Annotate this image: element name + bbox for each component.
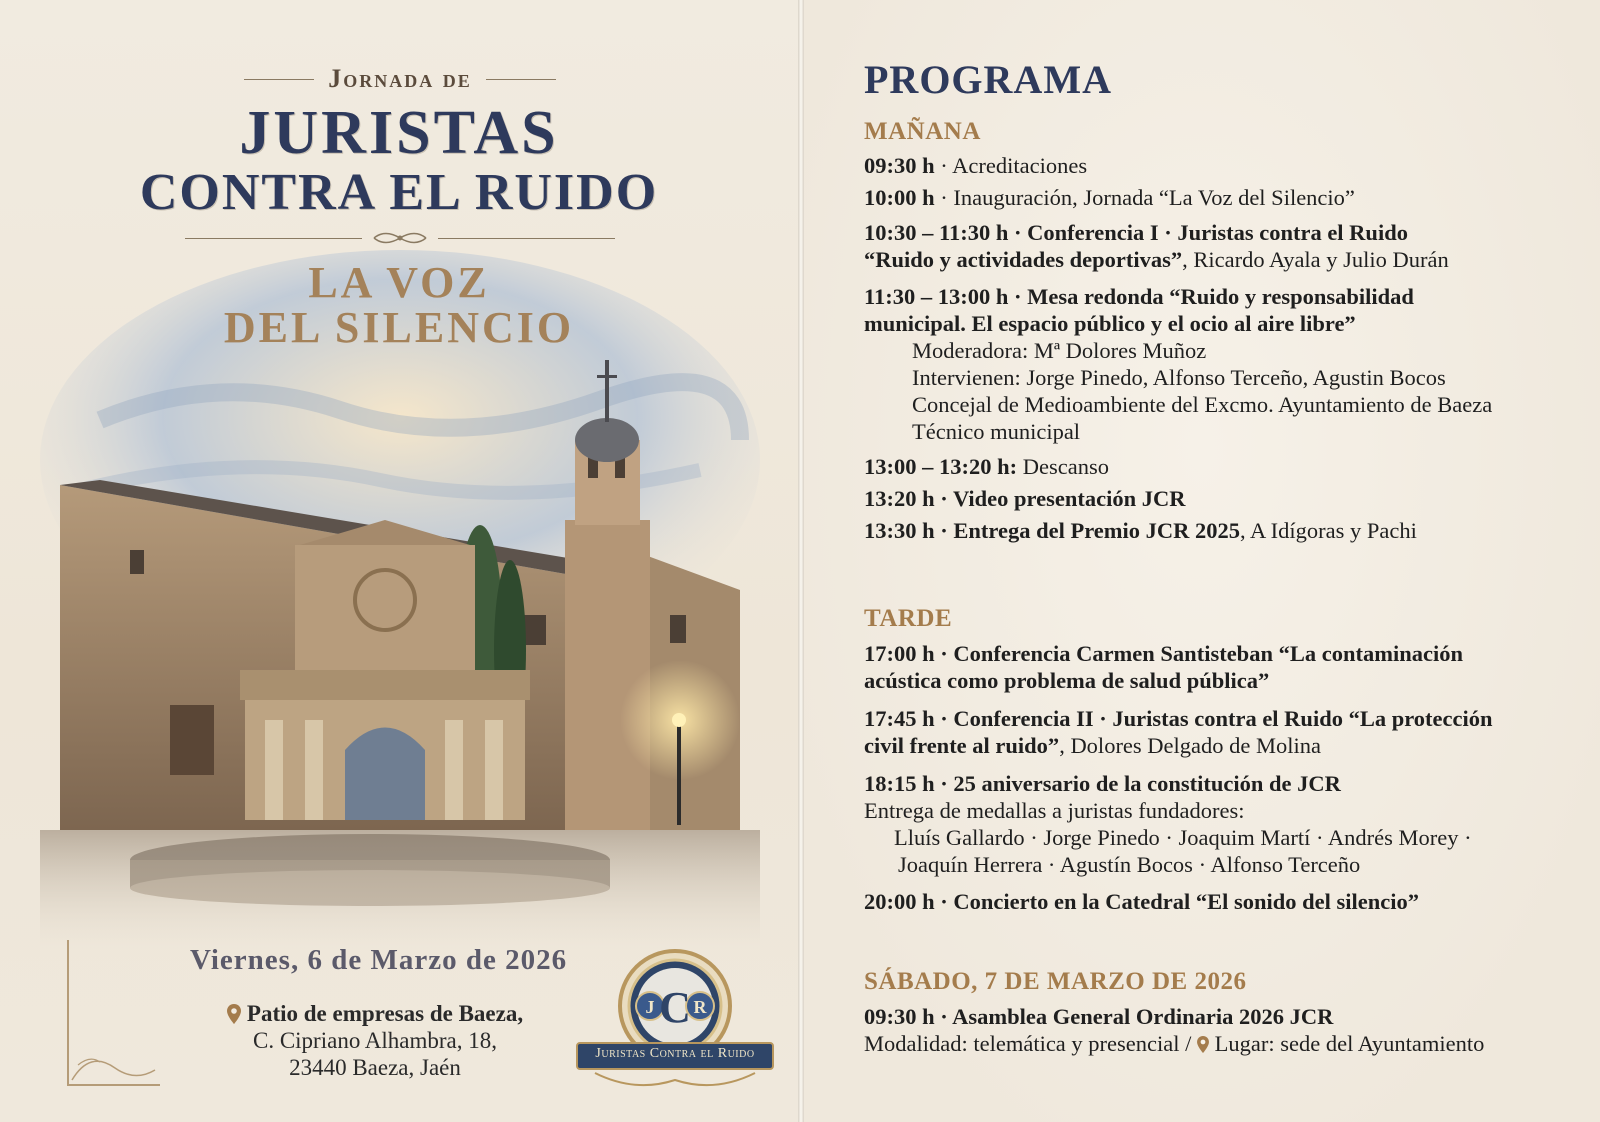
afternoon-heading: TARDE (864, 605, 953, 632)
item-time: 13:20 h (864, 486, 935, 511)
location-pin-icon (1197, 1036, 1209, 1053)
event-title-line1: JURISTAS (239, 99, 559, 167)
item-heading: 09:30 h · Asamblea General Ordinaria 2026 JCR (864, 1004, 1334, 1029)
svg-text:C: C (659, 983, 691, 1032)
saturday-item-1 (864, 1003, 1564, 1057)
item-talk-title: “Ruido y actividades deportivas” (864, 247, 1183, 272)
morning-item-1 (864, 152, 1564, 179)
ornament-line-right (438, 238, 615, 239)
program-panel (804, 0, 1600, 1122)
svg-text:J: J (645, 997, 655, 1017)
speaker-tecnico: Técnico municipal (912, 419, 1081, 444)
event-title-line2: CONTRA EL RUIDO (139, 164, 659, 221)
item-text: · Inauguración, Jornada “La Voz del Silencio” (934, 185, 1355, 210)
item-heading: 18:15 h · 25 aniversario de la constitución de JCR (864, 771, 1341, 796)
poster-panel (0, 0, 798, 1122)
item-heading: 20:00 h · Concierto en la Catedral “El sonido del silencio” (864, 889, 1419, 914)
kicker-row (200, 64, 600, 94)
location-pin-icon (227, 1004, 241, 1024)
event-subtitle-line1: LA VOZ (308, 258, 490, 307)
venue-city: 23440 Baeza, Jaén (289, 1055, 461, 1080)
afternoon-item-2 (864, 705, 1564, 759)
cathedral-fountain-illustration (40, 250, 760, 950)
morning-item-4 (864, 283, 1564, 445)
flourish-icon (370, 229, 430, 247)
kicker-line-left (244, 79, 314, 80)
item-text: · Video presentación JCR (934, 486, 1186, 511)
item-heading-cont: municipal. El espacio público y el ocio al aire libre” (864, 311, 1356, 336)
logo-band-text: Juristas Contra el Ruido (595, 1046, 755, 1061)
morning-item-2 (864, 184, 1564, 211)
afternoon-item-4 (864, 888, 1564, 915)
item-time: 09:30 h (864, 153, 935, 178)
speakers: Intervienen: Jorge Pinedo, Alfonso Terceño, Agustin Bocos (912, 365, 1446, 390)
item-text: Descanso (1017, 454, 1109, 479)
venue-name: Patio de empresas de Baeza, (246, 1001, 524, 1026)
item-heading: · Entrega del Premio JCR 2025 (934, 518, 1241, 543)
item-time: 10:00 h (864, 185, 935, 210)
program-title: PROGRAMA (864, 57, 1112, 102)
item-heading-cont: acústica como problema de salud pública” (864, 668, 1270, 693)
item-text: , A Idígoras y Pachi (1240, 518, 1417, 543)
afternoon-item-3 (864, 770, 1564, 878)
morning-item-6 (864, 485, 1564, 512)
kicker-line-right (486, 79, 556, 80)
corner-flourish-icon (60, 940, 170, 1090)
item-speakers: , Ricardo Ayala y Julio Durán (1182, 247, 1449, 272)
event-subtitle-line2: DEL SILENCIO (223, 303, 575, 352)
item-text: Entrega de medallas a juristas fundadores: (864, 798, 1245, 823)
item-place: Lugar: sede del Ayuntamiento (1209, 1031, 1485, 1056)
founders-line-2: Joaquín Herrera · Agustín Bocos · Alfonso Terceño (898, 852, 1361, 877)
venue-name-row (210, 1000, 540, 1027)
event-date: Viernes, 6 de Marzo de 2026 (190, 944, 568, 976)
item-time: 13:00 – 13:20 h: (864, 454, 1018, 479)
item-modality: Modalidad: telemática y presencial / (864, 1031, 1192, 1056)
afternoon-item-1 (864, 640, 1564, 694)
item-heading: 17:45 h · Conferencia II · Juristas contra el Ruido “La protección (864, 706, 1493, 731)
svg-text:R: R (693, 997, 707, 1017)
saturday-heading: SÁBADO, 7 DE MARZO DE 2026 (864, 968, 1247, 995)
morning-heading: MAÑANA (864, 118, 981, 145)
item-time: 13:30 h (864, 518, 935, 543)
morning-item-5 (864, 453, 1564, 480)
speaker-concejal: Concejal de Medioambiente del Excmo. Ayuntamiento de Baeza (912, 392, 1493, 417)
founders-line-1: Lluís Gallardo · Jorge Pinedo · Joaquim Martí · Andrés Morey · (894, 825, 1472, 850)
item-heading: 10:30 – 11:30 h · Conferencia I · Juristas contra el Ruido (864, 220, 1408, 245)
event-kicker: Jornada de (328, 64, 472, 93)
venue-address (210, 1000, 540, 1081)
item-heading: · Mesa redonda “Ruido y responsabilidad (1008, 284, 1414, 309)
title-ornament (185, 228, 615, 248)
morning-item-3 (864, 219, 1564, 273)
morning-item-7 (864, 517, 1564, 544)
item-time: 11:30 – 13:00 h (864, 284, 1009, 309)
item-text: · Acreditaciones (934, 153, 1088, 178)
ornament-line-left (185, 238, 362, 239)
jcr-logo (575, 948, 775, 1098)
item-heading: 17:00 h · Conferencia Carmen Santisteban “La contaminación (864, 641, 1463, 666)
venue-street: C. Cipriano Alhambra, 18, (252, 1028, 498, 1053)
moderator: Moderadora: Mª Dolores Muñoz (912, 338, 1207, 363)
item-speaker: , Dolores Delgado de Molina (1059, 733, 1322, 758)
item-heading-cont: civil frente al ruido” (864, 733, 1060, 758)
